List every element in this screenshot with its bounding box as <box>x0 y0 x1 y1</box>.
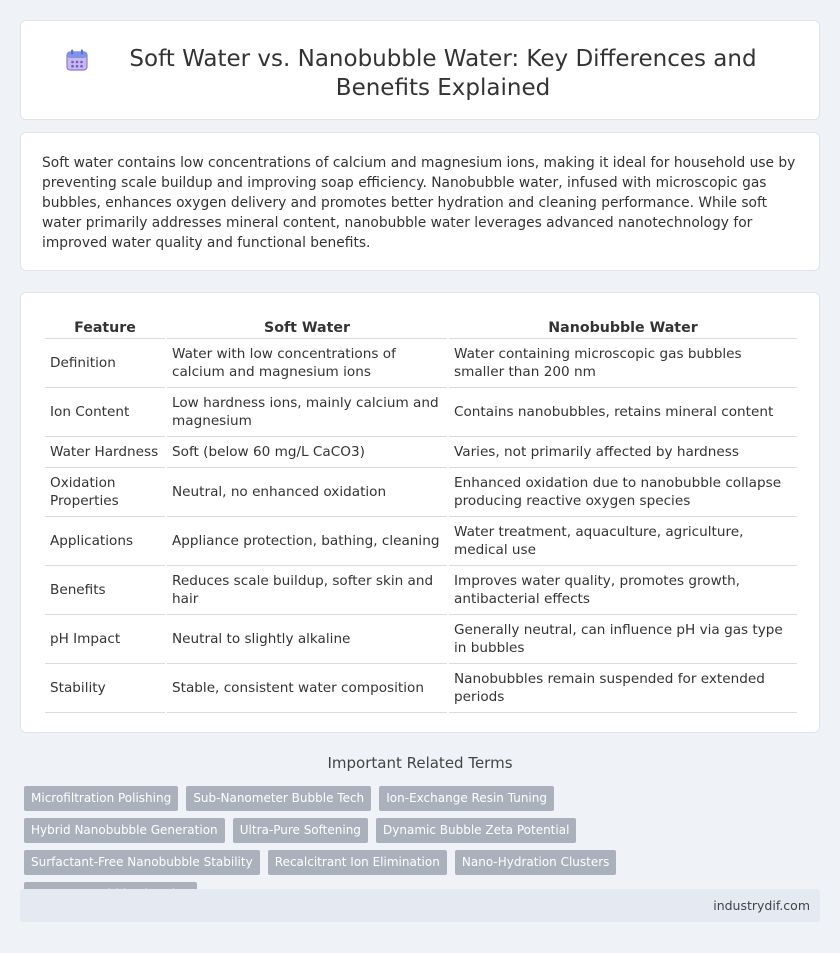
footer <box>20 889 820 922</box>
table-header-row <box>45 315 797 339</box>
page-title: Soft Water vs. Nanobubble Water: Key Differences and Benefits Explained <box>129 46 757 101</box>
table-cell-nano: Improves water quality, promotes growth, antibacterial effects <box>449 566 797 615</box>
table-row <box>45 566 797 615</box>
table-cell-nano: Contains nanobubbles, retains mineral content <box>449 388 797 437</box>
related-term-tag[interactable]: Ultra-Pure Softening <box>233 818 368 843</box>
table-cell-nano: Nanobubbles remain suspended for extended periods <box>449 664 797 713</box>
table-row <box>45 664 797 713</box>
table-cell-nano: Varies, not primarily affected by hardness <box>449 437 797 468</box>
related-term-tag[interactable]: Sub-Nanometer Bubble Tech <box>186 786 371 811</box>
table-row <box>45 388 797 437</box>
table-row <box>45 468 797 517</box>
related-term-tag[interactable]: Dynamic Bubble Zeta Potential <box>376 818 576 843</box>
title-wrap <box>21 45 819 103</box>
table-cell-feature: Oxidation Properties <box>45 468 165 517</box>
table-cell-soft: Neutral to slightly alkaline <box>167 615 447 664</box>
table-cell-feature: Benefits <box>45 566 165 615</box>
table-row <box>45 615 797 664</box>
related-term-tag[interactable]: Microfiltration Polishing <box>24 786 178 811</box>
table-cell-feature: Applications <box>45 517 165 566</box>
related-term-tag[interactable]: Nano-Hydration Clusters <box>455 850 617 875</box>
related-term-tag[interactable]: Ion-Exchange Resin Tuning <box>379 786 554 811</box>
header-nanobubble-water: Nanobubble Water <box>449 315 797 339</box>
comparison-card <box>20 292 820 733</box>
header-feature: Feature <box>45 315 165 339</box>
table-cell-feature: Definition <box>45 339 165 388</box>
table-cell-feature: Ion Content <box>45 388 165 437</box>
table-cell-nano: Enhanced oxidation due to nanobubble collapse producing reactive oxygen species <box>449 468 797 517</box>
related-term-tag[interactable]: Hybrid Nanobubble Generation <box>24 818 225 843</box>
summary-paragraph: Soft water contains low concentrations of calcium and magnesium ions, making it ideal for household use by preventing scale buildup and improving soap efficiency. Nanobubble water, infused with microscopic gas bubbles, enhances oxygen delivery and promotes better hydration and cleaning performance. While soft water primarily addresses mineral content, nanobubble water leverages advanced nanotechnology for improved water quality and functional benefits. <box>42 155 796 251</box>
table-cell-feature: Stability <box>45 664 165 713</box>
table-cell-soft: Low hardness ions, mainly calcium and magnesium <box>167 388 447 437</box>
table-cell-soft: Stable, consistent water composition <box>167 664 447 713</box>
table-cell-soft: Water with low concentrations of calcium and magnesium ions <box>167 339 447 388</box>
table-cell-soft: Neutral, no enhanced oxidation <box>167 468 447 517</box>
table-cell-soft: Appliance protection, bathing, cleaning <box>167 517 447 566</box>
table-cell-feature: Water Hardness <box>45 437 165 468</box>
table-row <box>45 517 797 566</box>
table-cell-feature: pH Impact <box>45 615 165 664</box>
comparison-table <box>43 315 799 713</box>
related-term-tag[interactable]: Recalcitrant Ion Elimination <box>268 850 447 875</box>
table-cell-soft: Reduces scale buildup, softer skin and hair <box>167 566 447 615</box>
calendar-icon <box>64 47 90 73</box>
table-row <box>45 339 797 388</box>
header-card <box>20 20 820 120</box>
table-row <box>45 437 797 468</box>
related-term-tag[interactable]: Surfactant-Free Nanobubble Stability <box>24 850 260 875</box>
table-cell-nano: Water containing microscopic gas bubbles smaller than 200 nm <box>449 339 797 388</box>
header-soft-water: Soft Water <box>167 315 447 339</box>
related-terms-heading: Important Related Terms <box>327 754 513 772</box>
summary-card <box>20 132 820 271</box>
table-cell-nano: Water treatment, aquaculture, agriculture, medical use <box>449 517 797 566</box>
table-cell-nano: Generally neutral, can influence pH via gas type in bubbles <box>449 615 797 664</box>
table-cell-soft: Soft (below 60 mg/L CaCO3) <box>167 437 447 468</box>
footer-site-link[interactable]: industrydif.com <box>713 898 810 913</box>
